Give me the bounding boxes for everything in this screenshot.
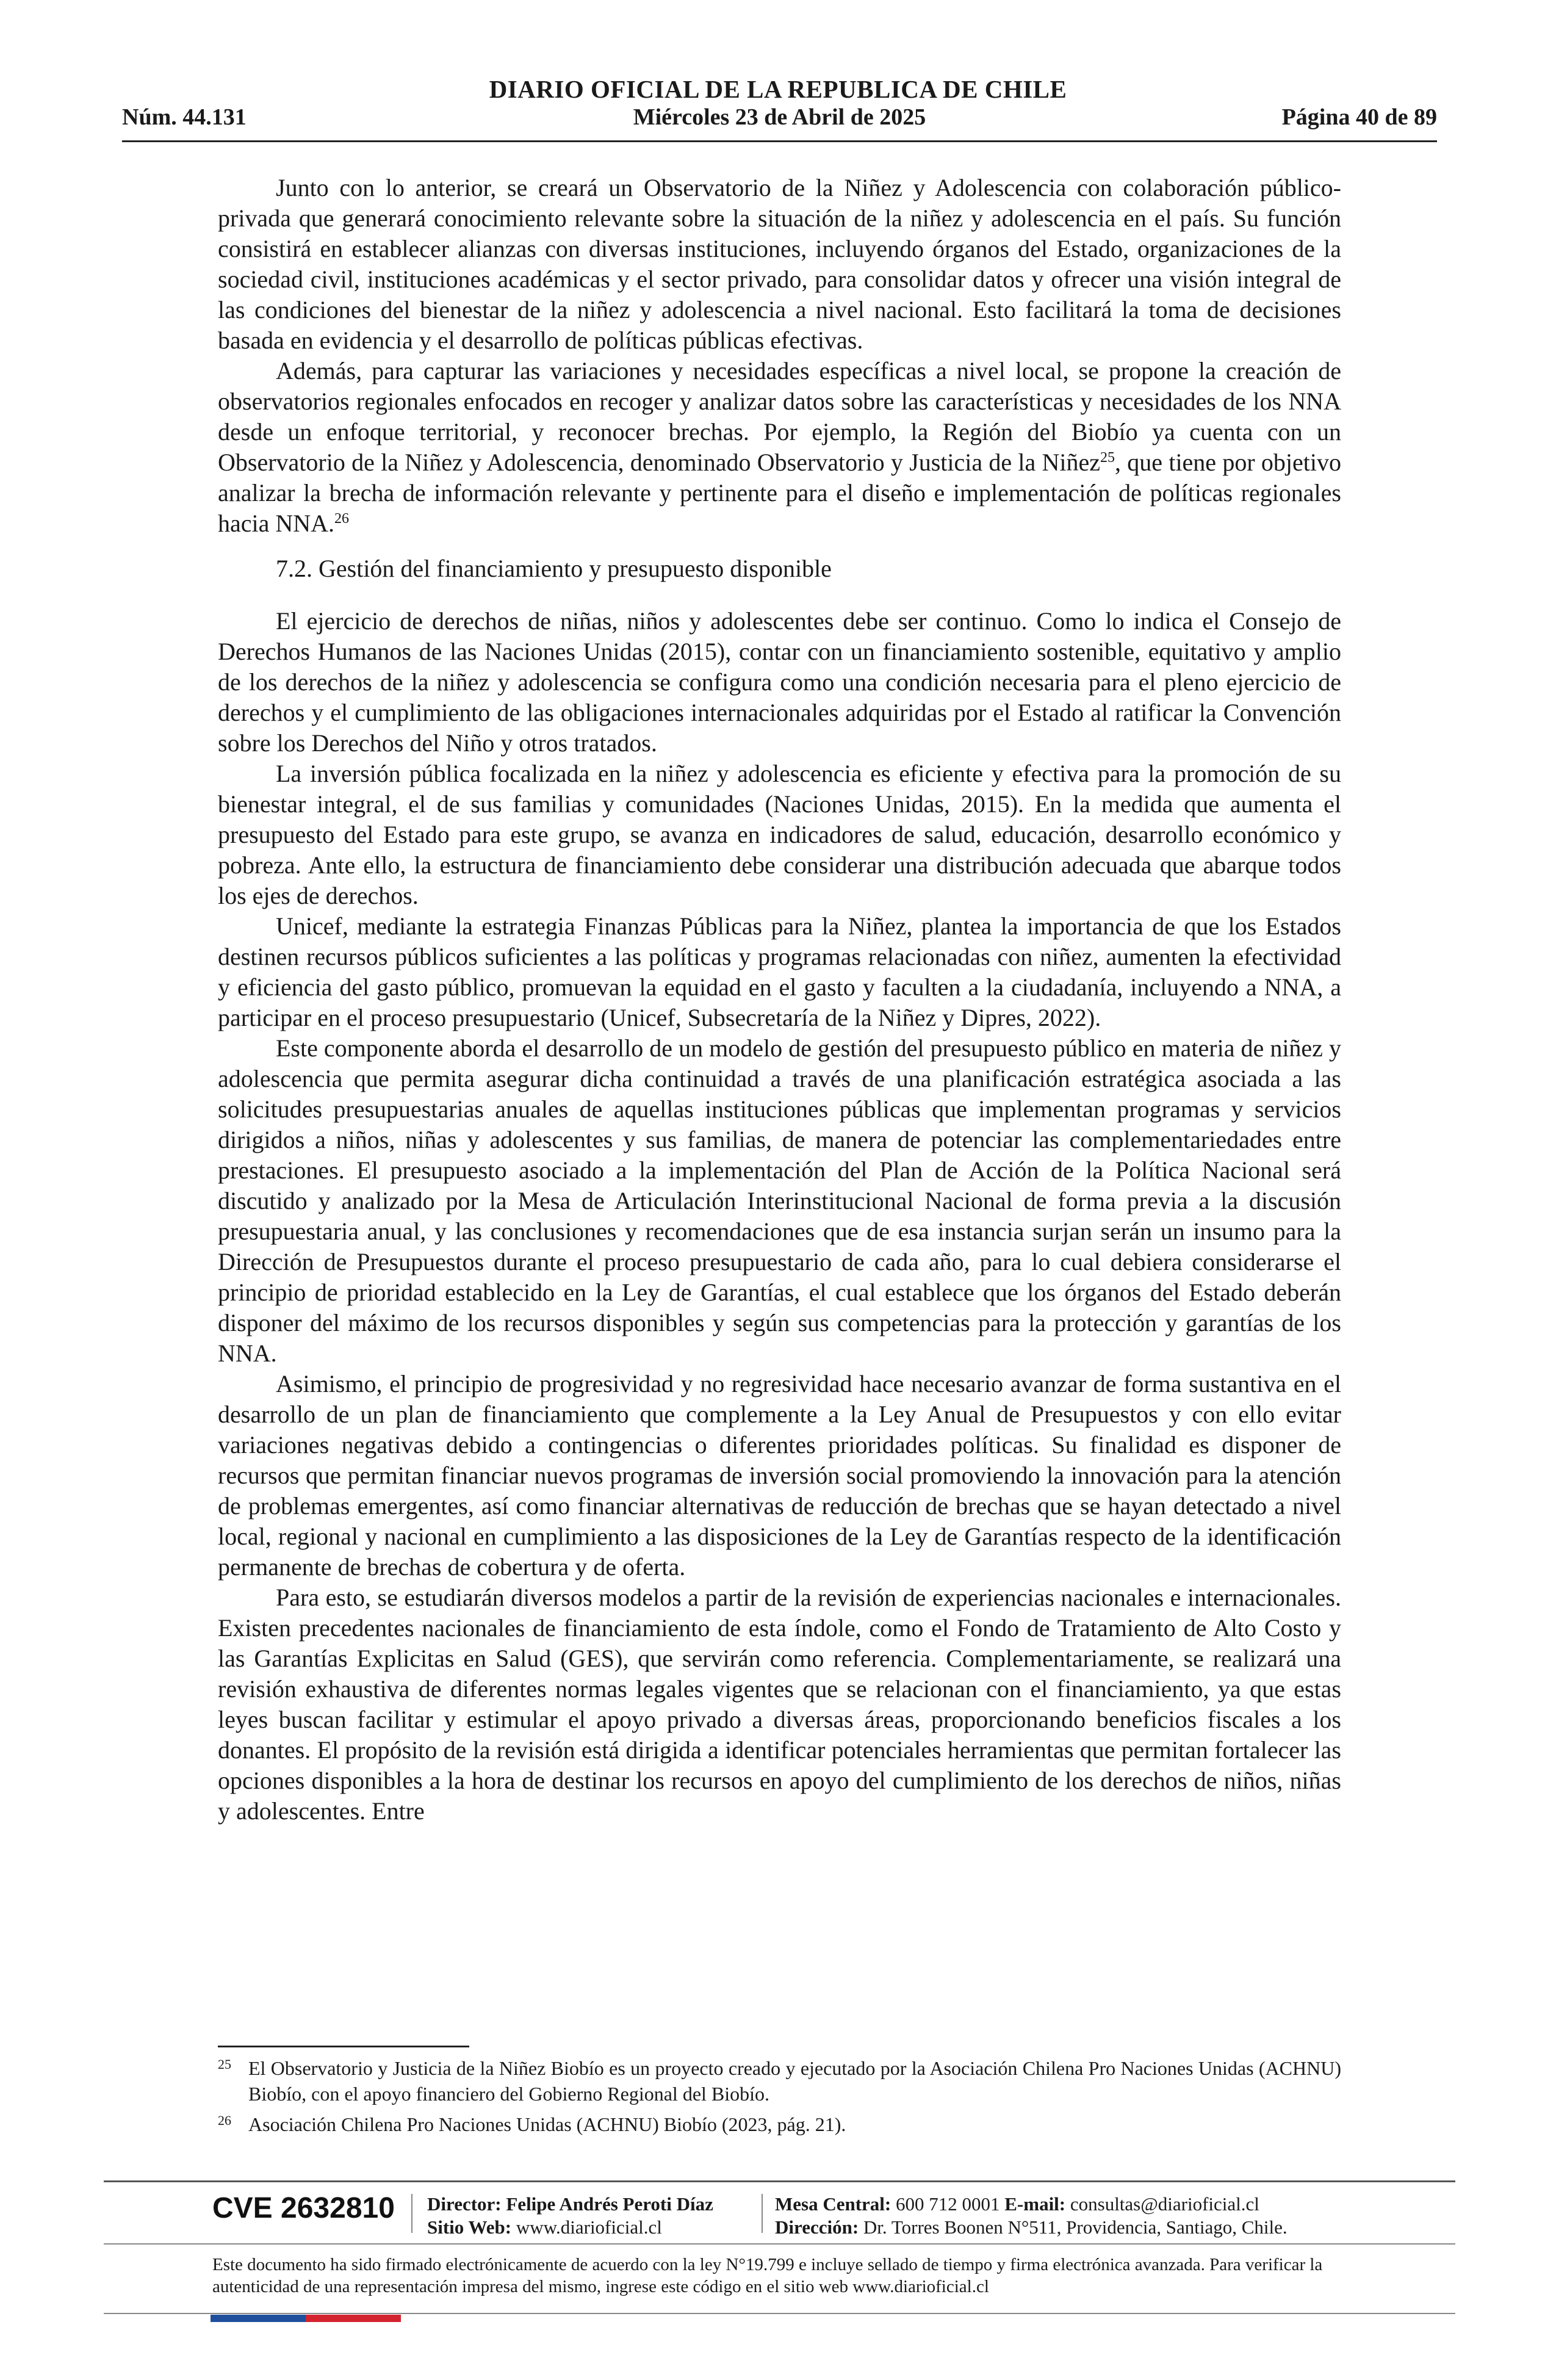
paragraph-5: Unicef, mediante la estrategia Finanzas Públicas para la Niñez, plantea la importancia de que los Estados destinen recursos públicos suficientes a las políticas y programas relacionadas con niñez, aumenten la efectividad y eficiencia del gasto público, promuevan la equidad en el gasto y faculten a la ciudadanía, incluyendo a NNA, a participar en el proceso presupuestario (Unicef, Subsecretaría de la Niñez y Dipres, 2022).: [218, 912, 1341, 1031]
paragraph-4: La inversión pública focalizada en la niñez y adolescencia es eficiente y efectiva para la promoción de su bienestar integral, el de sus familias y comunidades (Naciones Unidas, 2015). En la medida que aumenta el presupuesto del Estado para este grupo, se avanza en indicadores de salud, educación, desarrollo económico y pobreza. Ante ello, la estructura de financiamiento debe considerar una distribución adecuada que abarque todos los ejes de derechos.: [218, 760, 1341, 909]
footnote-mark: 25: [218, 2057, 231, 2072]
paragraph-3: El ejercicio de derechos de niñas, niños y adolescentes debe ser continuo. Como lo indica el Consejo de Derechos Humanos de las Naciones Unidas (2015), contar con un financiamiento sostenible, equitativo y amplio de los derechos de la niñez y adolescencia se configura como una condición necesaria para el pleno ejercicio de derechos y el cumplimiento de las obligaciones internacionales adquiridas por el Estado al ratificar la Convención sobre los Derechos del Niño y otros tratados.: [218, 607, 1341, 757]
footnote-text: El Observatorio y Justicia de la Niñez Biobío es un proyecto creado y ejecutado por la Asociación Chilena Pro Naciones Unidas (ACHNU) Biobío, con el apoyo financiero del Gobierno Regional del Biobío.: [248, 2057, 1341, 2105]
footnote-divider: [218, 2046, 469, 2047]
issue-number: Núm. 44.131: [122, 104, 247, 130]
footer-separator: [411, 2194, 412, 2233]
address-value: Dr. Torres Boonen N°511, Providencia, Santiago, Chile.: [863, 2216, 1288, 2238]
footer-divider-middle: [104, 2243, 1455, 2245]
page-number: Página 40 de 89: [1281, 104, 1437, 130]
footnotes: [218, 2055, 1341, 2142]
newspaper-title: DIARIO OFICIAL DE LA REPUBLICA DE CHILE: [489, 75, 1067, 103]
footer-separator: [762, 2194, 763, 2233]
footnote-25: [218, 2055, 1341, 2107]
footnote-ref-25[interactable]: 25: [1100, 450, 1115, 466]
phone-label: Mesa Central:: [775, 2193, 891, 2215]
footnote-mark: 26: [218, 2113, 231, 2128]
footnote-ref-26[interactable]: 26: [334, 511, 350, 527]
flag-red-segment: [306, 2315, 401, 2322]
director-label: Director:: [427, 2193, 502, 2215]
chile-flag-stripe: [211, 2315, 401, 2322]
footer-contact-column: [775, 2193, 1288, 2239]
footnote-text: Asociación Chilena Pro Naciones Unidas (ACHNU) Biobío (2023, pág. 21).: [248, 2113, 846, 2135]
footer-director-column: [427, 2193, 713, 2239]
body-text: [218, 173, 1341, 1826]
footer: [0, 2187, 1556, 2243]
paragraph-2: [218, 356, 1341, 539]
footer-divider-bottom: [104, 2313, 1455, 2314]
web-link[interactable]: www.diarioficial.cl: [516, 2216, 662, 2238]
flag-blue-segment: [211, 2315, 306, 2322]
header-row: [122, 104, 1437, 135]
paragraph-2-part-b: , que tiene por objetivo analizar la brecha de información relevante y pertinente para el diseño e implementación de políticas regionales hacia NNA.: [218, 449, 1342, 537]
paragraph-8: Para esto, se estudiarán diversos modelos a partir de la revisión de experiencias nacionales e internacionales. Existen precedentes nacionales de financiamiento de esta índole, como el Fondo de Tratamiento de Alto Costo y las Garantías Explicitas en Salud (GES), que servirán como referencia. Complementariamente, se realizará una revisión exhaustiva de diferentes normas legales vigentes que se relacionan con el financiamiento, ya que estas leyes buscan facilitar y estimular el apoyo privado a diversas áreas, proporcionando beneficios fiscales a los donantes. El propósito de la revisión está dirigida a identificar potenciales herramientas que permitan fortalecer las opciones disponibles a la hora de destinar los recursos en apoyo del cumplimiento de los derechos de niños, niñas y adolescentes. Entre: [218, 1584, 1341, 1825]
paragraph-1: Junto con lo anterior, se creará un Observatorio de la Niñez y Adolescencia con colaboración público-privada que generará conocimiento relevante sobre la situación de la niñez y adolescencia en el país. Su función consistirá en establecer alianzas con diversas instituciones, incluyendo órganos del Estado, organizaciones de la sociedad civil, instituciones académicas y el sector privado, para consolidar datos y ofrecer una visión integral de las condiciones del bienestar de la niñez y adolescencia a nivel nacional. Esto facilitará la toma de decisiones basada en evidencia y el desarrollo de políticas públicas efectivas.: [218, 174, 1341, 354]
paragraph-7: Asimismo, el principio de progresividad y no regresividad hace necesario avanzar de forma sustantiva en el desarrollo de un plan de financiamiento que complemente a la Ley Anual de Presupuestos y con ello evitar variaciones negativas debido a contingencias o diferentes prioridades políticas. Su finalidad es disponer de recursos que permitan financiar nuevos programas de inversión social promoviendo la innovación para la atención de problemas emergentes, así como financiar alternativas de reducción de brechas que se hayan detectado a nivel local, regional y nacional en cumplimiento a las disposiciones de la Ley de Garantías respecto de la identificación permanente de brechas de cobertura y de oferta.: [218, 1370, 1341, 1581]
web-label: Sitio Web:: [427, 2216, 512, 2238]
paragraph-6: Este componente aborda el desarrollo de un modelo de gestión del presupuesto público en materia de niñez y adolescencia que permita asegurar dicha continuidad a través de una planificación estratégica asociada a las solicitudes presupuestarias anuales de aquellas instituciones públicas que implementan programas y servicios dirigidos a niños, niñas y adolescentes y sus familias, de manera de potenciar las complementariedades entre prestaciones. El presupuesto asociado a la implementación del Plan de Acción de la Política Nacional será discutido y analizado por la Mesa de Articulación Interinstitucional Nacional de forma previa a la discusión presupuestaria anual, y las conclusiones y recomendaciones que de esa instancia surjan serán un insumo para la Dirección de Presupuestos durante el proceso presupuestario de cada año, para lo cual debiera considerarse el principio de prioridad establecido en la Ley de Garantías, el cual establece que los órganos del Estado deberán disponer del máximo de los recursos disponibles y según sus competencias para la protección y garantías de los NNA.: [218, 1034, 1341, 1367]
footnote-26: [218, 2111, 1341, 2137]
director-name: Felipe Andrés Peroti Díaz: [506, 2193, 713, 2215]
email-link[interactable]: consultas@diarioficial.cl: [1070, 2193, 1259, 2215]
issue-date: Miércoles 23 de Abril de 2025: [633, 104, 926, 130]
phone-value: 600 712 0001: [896, 2193, 1000, 2215]
header-divider: [122, 140, 1437, 142]
legal-note: Este documento ha sido firmado electrónicamente de acuerdo con la ley N°19.799 e incluye sellado de tiempo y firma electrónica avanzada. Para verificar la autenticidad de una representación impresa del mismo, ingrese este código en el sitio web www.diarioficial.cl: [212, 2255, 1323, 2296]
paragraph-2-part-a: Además, para capturar las variaciones y necesidades específicas a nivel local, se propone la creación de observatorios regionales enfocados en recoger y analizar datos sobre las características y necesidades de los NNA desde un enfoque territorial, y reconocer brechas. Por ejemplo, la Región del Biobío ya cuenta con un Observatorio de la Niñez y Adolescencia, denominado Observatorio y Justicia de la Niñez: [218, 357, 1341, 476]
email-label: E-mail:: [1004, 2193, 1066, 2215]
section-heading: 7.2. Gestión del financiamiento y presupuesto disponible: [276, 555, 832, 582]
address-label: Dirección:: [775, 2216, 859, 2238]
footer-divider-top: [104, 2180, 1455, 2182]
cve-code: CVE 2632810: [212, 2192, 395, 2224]
